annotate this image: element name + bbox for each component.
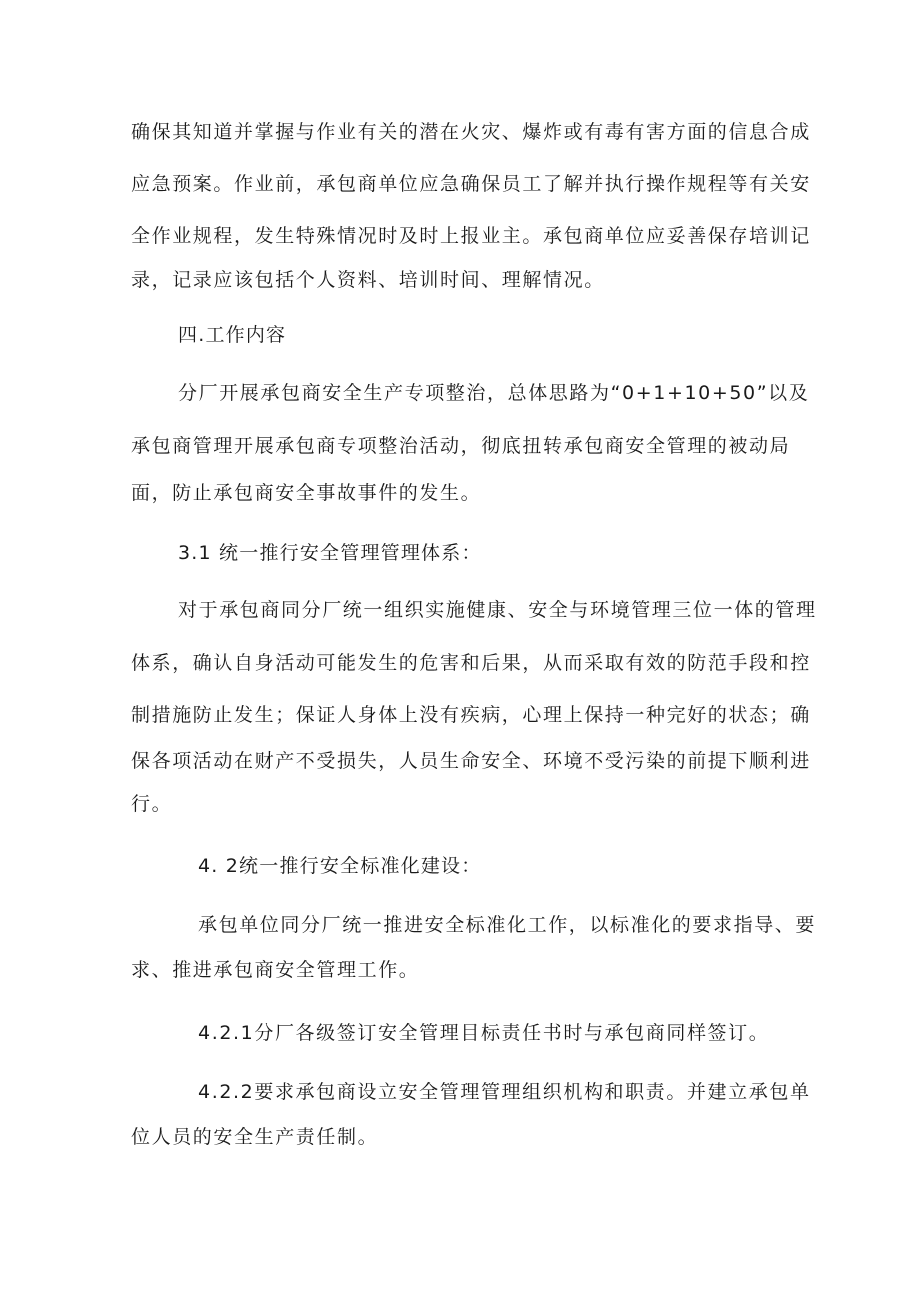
text-line: 应急预案。作业前，承包商单位应急确保员工了解并执行操作规程等有关安: [131, 173, 811, 195]
paragraph-line: 分厂开展承包商安全生产专项整治，总体思路为“0+1+10+50”以及: [178, 382, 810, 404]
subsection-heading: 3.1 统一推行安全管理管理体系：: [178, 542, 482, 564]
paragraph-line: 对于承包商同分厂统一组织实施健康、安全与环境管理三位一体的管理: [178, 599, 817, 621]
text-line: 全作业规程，发生特殊情况时及时上报业主。承包商单位应妥善保存培训记: [131, 225, 811, 247]
text-line: 制措施防止发生；保证人身体上没有疾病，心理上保持一种完好的状态；确: [131, 704, 811, 726]
text-line: 录，记录应该包括个人资料、培训时间、理解情况。: [131, 269, 605, 291]
text-line: 体系，确认自身活动可能发生的危害和后果，从而采取有效的防范手段和控: [131, 652, 811, 674]
paragraph-line: 4.2.1分厂各级签订安全管理目标责任书时与承包商同样签订。: [198, 1022, 770, 1044]
text-line: 求、推进承包商安全管理工作。: [131, 959, 420, 981]
text-line: 行。: [131, 793, 173, 815]
subsection-heading: 4. 2统一推行安全标准化建设：: [198, 855, 482, 877]
text-line: 位人员的安全生产责任制。: [131, 1126, 379, 1148]
text-line: 面，防止承包商安全事故事件的发生。: [131, 482, 482, 504]
text-line: 承包商管理开展承包商专项整治活动，彻底扭转承包商安全管理的被动局: [131, 435, 791, 457]
section-heading: 四.工作内容: [178, 324, 287, 346]
text-line: 确保其知道并掌握与作业有关的潜在火灾、爆炸或有毒有害方面的信息合成: [131, 121, 811, 143]
text-line: 保各项活动在财产不受损失，人员生命安全、环境不受污染的前提下顺利进: [131, 750, 811, 772]
paragraph-line: 承包单位同分厂统一推进安全标准化工作，以标准化的要求指导、要: [198, 914, 817, 936]
paragraph-line: 4.2.2要求承包商设立安全管理管理组织机构和职责。并建立承包单: [198, 1081, 811, 1103]
